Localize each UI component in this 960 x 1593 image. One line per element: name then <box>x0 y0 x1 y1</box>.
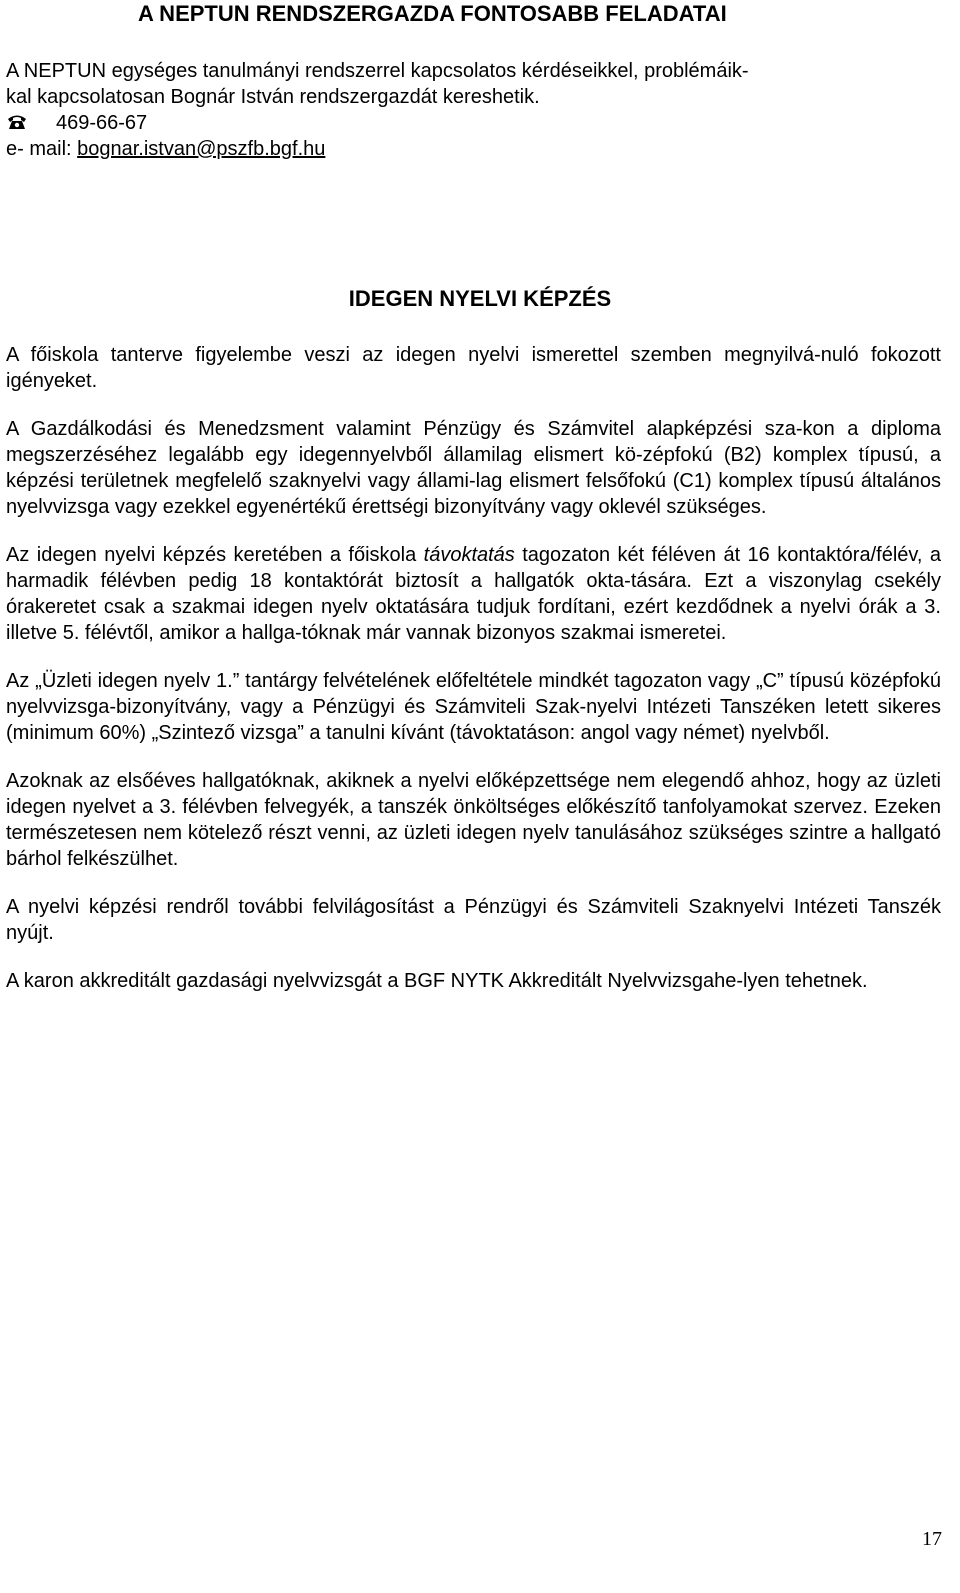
paragraph-3-start: Az idegen nyelvi képzés keretében a főiskola <box>6 544 424 566</box>
email-line <box>6 136 950 162</box>
paragraph-6: A nyelvi képzési rendről további felvilágosítást a Pénzügyi és Számviteli Szaknyelvi Intézeti Tanszék nyújt. <box>6 896 941 944</box>
email-link[interactable]: bognar.istvan@pszfb.bgf.hu <box>77 138 326 160</box>
page-number: 17 <box>922 1528 942 1550</box>
page-title: A NEPTUN RENDSZERGAZDA FONTOSABB FELADATAI <box>138 1 727 26</box>
paragraph-3-emphasis: távoktatás <box>423 544 515 566</box>
paragraph-7: A karon akkreditált gazdasági nyelvvizsgát a BGF NYTK Akkreditált Nyelvvizsgahe-lyen tehetnek. <box>6 970 868 992</box>
paragraph-4: Az „Üzleti idegen nyelv 1.” tantárgy felvételének előfeltétele mindkét tagozaton vagy „C” típusú középfokú nyelvvizsga-bizonyítvány, vagy a Pénzügyi és Számviteli Szak-nyelvi Intézeti Tanszéken letett sikeres (minimum 60%) „Szintező vizsga” a tanulni kívánt (távoktatáson: angol vagy német) nyelvből. <box>6 670 941 744</box>
paragraph-5: Azoknak az elsőéves hallgatóknak, akiknek a nyelvi előképzettsége nem elegendő ahhoz, hogy az üzleti idegen nyelvet a 3. félévben felvegyék, a tanszék önköltséges előkészítő tanfolyamokat szervez. Ezeken természetesen nem kötelező részt venni, az üzleti idegen nyelv tanulásához szükséges szintre a hallgató bárhol felkészülhet. <box>6 770 941 870</box>
intro-line-1: A NEPTUN egységes tanulmányi rendszerrel kapcsolatos kérdéseikkel, problémáik- <box>6 60 749 82</box>
email-label: e- mail: <box>6 138 78 160</box>
intro-line-2: kal kapcsolatosan Bognár István rendszergazdát kereshetik. <box>6 86 540 108</box>
body-text <box>6 342 941 994</box>
paragraph-3-end: tagozaton két féléven át 16 kontaktóra/félév, a harmadik félévben pedig 18 kontaktórát biztosít a hallgatók okta-tására. Ezt a viszonylag csekély órakeretet csak a szakmai idegen nyelv oktatására tudjuk fordítani, ezért kezdődnek a nyelvi órák a 3. illetve 5. félévtől, amikor a hallga-tóknak már vannak bizonyos szakmai ismeretei. <box>6 544 941 644</box>
section-heading: IDEGEN NYELVI KÉPZÉS <box>348 286 612 311</box>
paragraph-3 <box>6 542 941 646</box>
paragraph-2: A Gazdálkodási és Menedzsment valamint Pénzügy és Számvitel alapképzési sza-kon a diploma megszerzéséhez legalább egy idegennyelvből államilag elismert kö-zépfokú (B2) komplex típusú, a képzési területnek megfelelő szaknyelvi vagy állami-lag elismert felsőfokú (C1) komplex típusú általános nyelvvizsga vagy ezekkel egyenértékű érettségi bizonyítvány vagy oklevél szükséges. <box>6 418 941 518</box>
phone-number: 469-66-67 <box>56 112 148 134</box>
telephone-icon <box>6 113 28 131</box>
contact-block <box>6 58 950 162</box>
phone-line <box>6 110 950 136</box>
paragraph-1: A főiskola tanterve figyelembe veszi az idegen nyelvi ismerettel szemben megnyilvá-nuló fokozott igényeket. <box>6 344 941 392</box>
